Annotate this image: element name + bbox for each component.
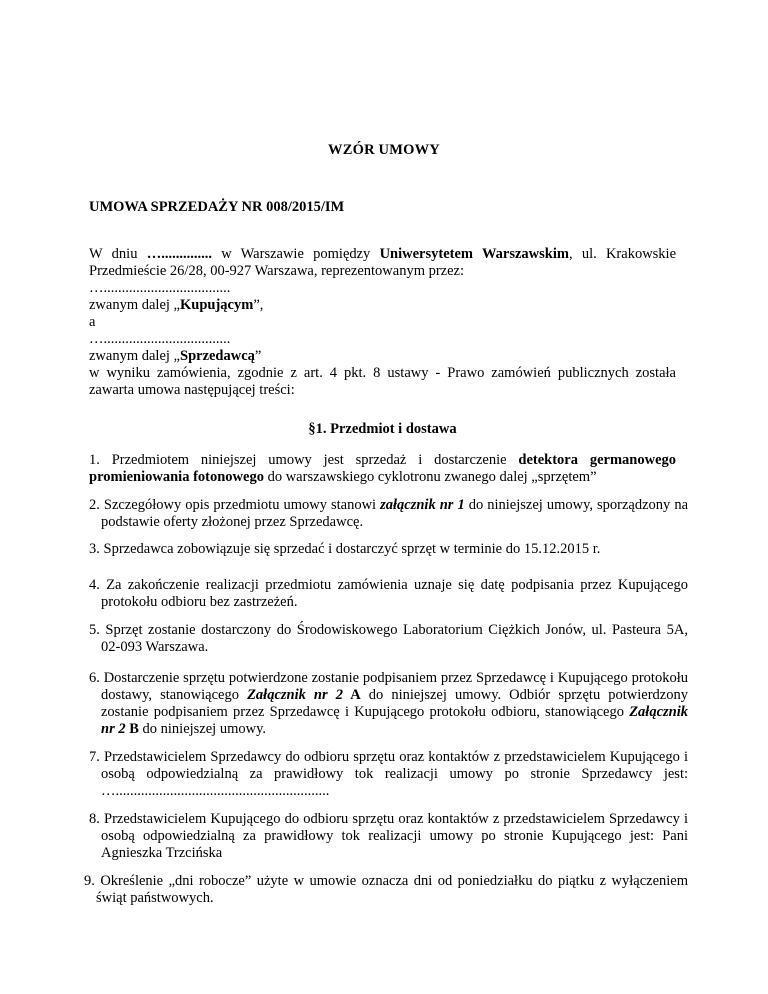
- clause-6: [89, 670, 688, 738]
- attachment-letter: B: [125, 721, 139, 737]
- section-heading: §1. Przedmiot i dostawa: [308, 421, 457, 437]
- clause-8: 8. Przedstawicielem Kupującego do odbioru sprzętu oraz kontaktów z przedstawicielem Sprzedawcy i osobą odpowiedzialną za prawidłowy tok realizacji umowy po stronie Kupującego jest: Pani Agnieszka Trzcińska: [89, 811, 688, 861]
- seller-definition: [89, 348, 676, 365]
- legal-basis: w wyniku zamówienia, zgodnie z art. 4 pkt. 8 ustawy - Prawo zamówień publicznych została zawarta umowa następującej treści:: [89, 365, 676, 398]
- clause-text: do warszawskiego cyklotronu zwanego dalej „sprzętem”: [263, 469, 597, 485]
- conjunction: a: [89, 314, 96, 330]
- buyer-definition: [89, 297, 676, 314]
- attachment-letter: A: [342, 687, 361, 703]
- attachment-ref: załącznik nr 1: [380, 497, 465, 513]
- date-placeholder: …..............: [146, 246, 212, 262]
- definition-text: zwanym dalej „: [89, 297, 180, 313]
- clause-1: [89, 452, 676, 486]
- clause-text: 1. Przedmiotem niniejszej umowy jest sprzedaż i dostarczenie: [89, 452, 519, 468]
- seller-placeholder: …...................................: [89, 331, 231, 347]
- clause-text: 6. Dostarczenie sprzętu potwierdzone zostanie podpisaniem przez Sprzedawcę i Kupującego protokołu dostawy, stanowiącego: [89, 670, 688, 703]
- intro-text: W dniu: [89, 246, 138, 262]
- contract-number: UMOWA SPRZEDAŻY NR 008/2015/IM: [89, 199, 345, 215]
- university-address: , ul. Krakowskie Przedmieście 26/28, 00-927 Warszawa, reprezentowanym przez:: [89, 246, 677, 279]
- clause-text: do niniejszej umowy, sporządzony na podstawie oferty złożonej przez Sprzedawcę.: [101, 497, 688, 530]
- definition-text: zwanym dalej „: [89, 348, 180, 364]
- subject-name: detektora germanowego promieniowania fotonowego: [89, 452, 677, 485]
- clause-3: 3. Sprzedawca zobowiązuje się sprzedać i dostarczyć sprzęt w terminie do 15.12.2015 r.: [89, 541, 601, 557]
- attachment-ref: Załącznik nr 2: [247, 687, 343, 703]
- definition-text: ”: [254, 348, 262, 364]
- clause-4: 4. Za zakończenie realizacji przedmiotu zamówienia uznaje się datę podpisania przez Kupującego protokołu odbioru bez zastrzeżeń.: [89, 577, 688, 610]
- clause-text: do niniejszej umowy. Odbiór sprzętu potwierdzony zostanie podpisaniem przez Sprzedawcę i Kupującego protokołu odbioru, stanowiącego: [101, 687, 688, 720]
- clause-text: 2. Szczegółowy opis przedmiotu umowy stanowi: [89, 497, 381, 513]
- intro-block: [89, 246, 676, 399]
- clause-7: 7. Przedstawicielem Sprzedawcy do odbioru sprzętu oraz kontaktów z przedstawicielem Kupującego i osobą odpowiedzialną za prawidłowy tok realizacji umowy po stronie Sprzedawcy jest: …...........................................................: [89, 749, 688, 799]
- attachment-ref: Załącznik nr 2: [101, 704, 688, 737]
- clause-2: [89, 497, 688, 531]
- university-name: Uniwersytetem Warszawskim: [379, 246, 569, 262]
- definition-text: ”,: [253, 297, 264, 313]
- buyer-term: Kupującym: [180, 297, 254, 313]
- intro-text: w Warszawie pomiędzy: [221, 246, 371, 262]
- document-title: WZÓR UMOWY: [328, 142, 440, 158]
- representative-placeholder: …...................................: [89, 280, 231, 296]
- seller-term: Sprzedawcą: [180, 348, 255, 364]
- clause-text: do niniejszej umowy.: [138, 721, 267, 737]
- clause-5: 5. Sprzęt zostanie dostarczony do Środowiskowego Laboratorium Ciężkich Jonów, ul. Pasteura 5A, 02-093 Warszawa.: [89, 622, 688, 655]
- clause-9: 9. Określenie „dni robocze” użyte w umowie oznacza dni od poniedziałku do piątku z wyłączeniem świąt państwowych.: [84, 873, 688, 906]
- intro-paragraph: [89, 246, 676, 280]
